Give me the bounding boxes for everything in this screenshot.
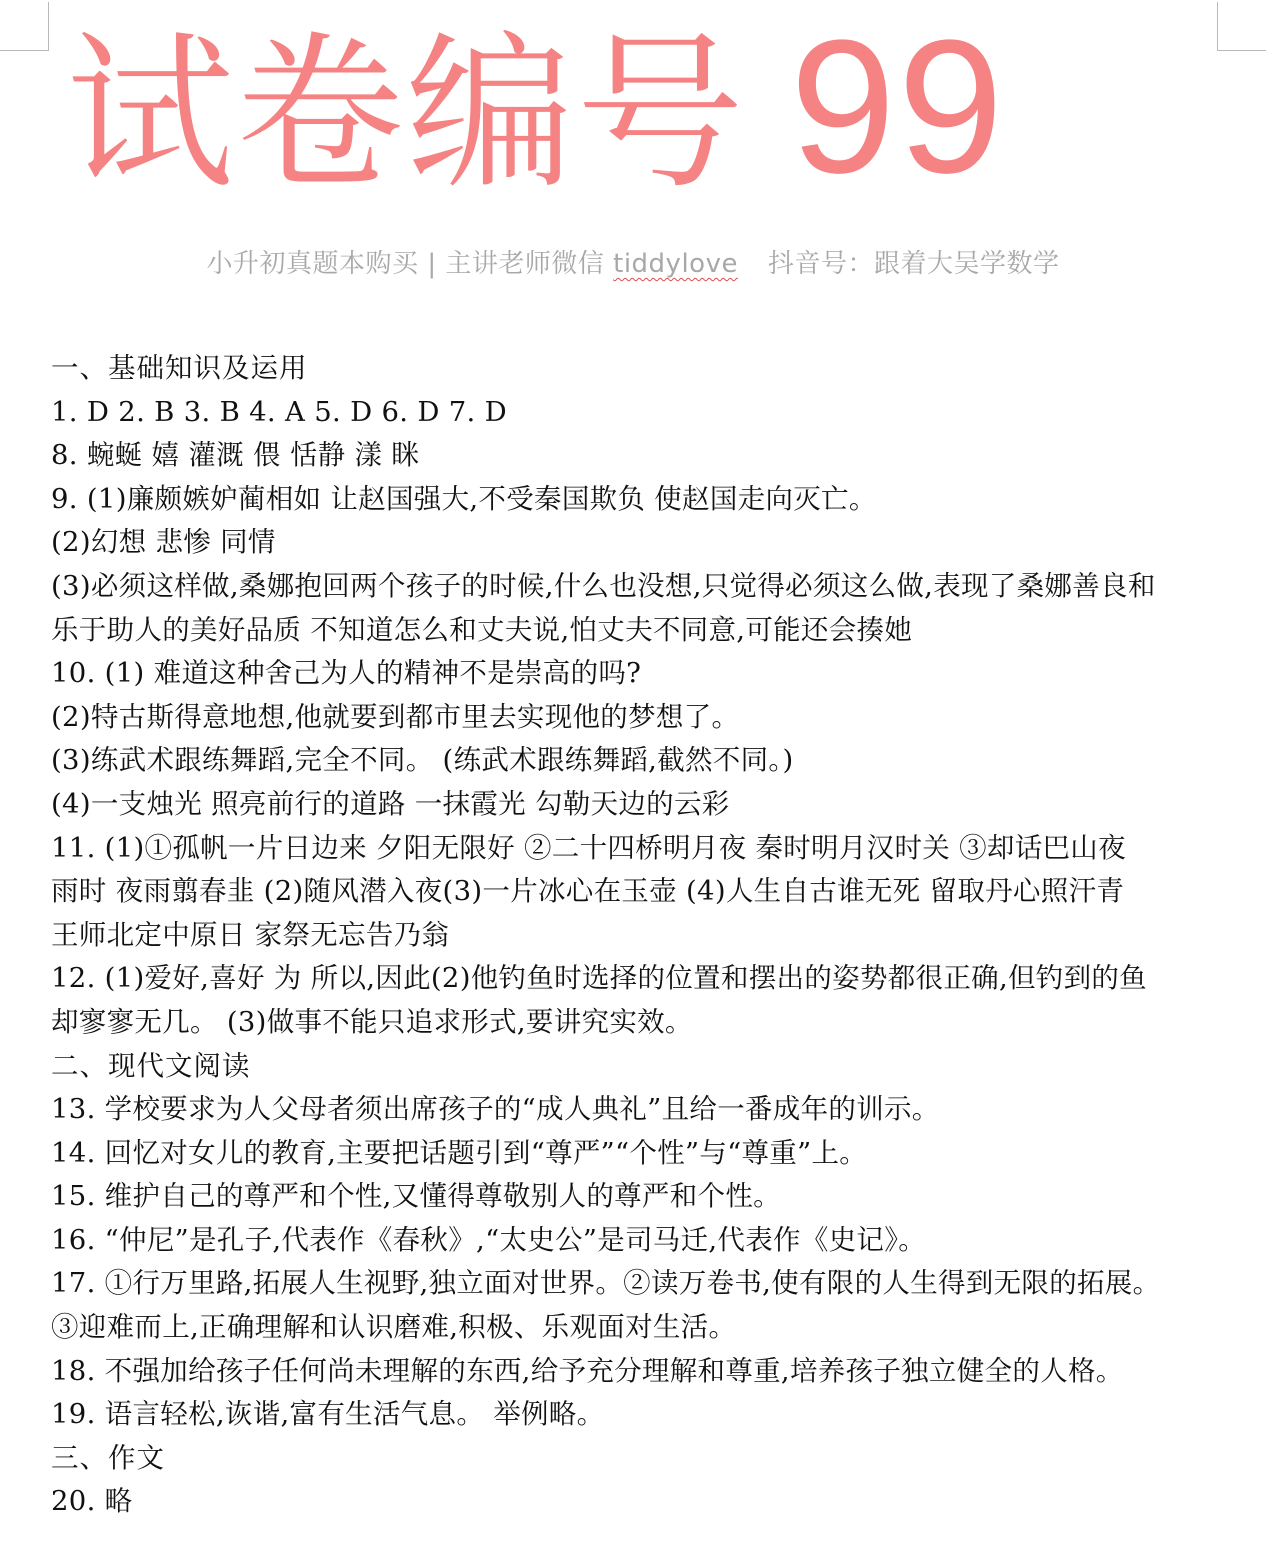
subheader bbox=[0, 243, 1266, 280]
answer-line: 13. 学校要求为人父母者须出席孩子的“成人典礼”且给一番成年的训示。 bbox=[51, 1093, 940, 1126]
answer-line: 12. (1)爱好,喜好 为 所以,因此(2)他钓鱼时选择的位置和摆出的姿势都很正确,但钓到的鱼 bbox=[51, 962, 1147, 995]
answer-line: 却寥寥无几。 (3)做事不能只追求形式,要讲究实效。 bbox=[51, 1005, 693, 1038]
answer-line: 18. 不强加给孩子任何尚未理解的东西,给予充分理解和尊重,培养孩子独立健全的人格。 bbox=[51, 1354, 1124, 1387]
answer-line: (2)特古斯得意地想,他就要到都市里去实现他的梦想了。 bbox=[51, 700, 740, 733]
answer-line: (3)必须这样做,桑娜抱回两个孩子的时候,什么也没想,只觉得必须这么做,表现了桑娜善良和 bbox=[51, 569, 1156, 602]
wechat-id: tiddylove bbox=[613, 249, 738, 279]
answer-line: (4)一支烛光 照亮前行的道路 一抹霞光 勾勒天边的云彩 bbox=[51, 787, 730, 820]
answer-line: 19. 语言轻松,诙谐,富有生活气息。 举例略。 bbox=[51, 1398, 605, 1431]
answer-line: 王师北定中原日 家祭无忘告乃翁 bbox=[51, 918, 450, 951]
answer-line: 雨时 夜雨翦春韭 (2)随风潜入夜(3)一片冰心在玉壶 (4)人生自古谁无死 留取丹心照汗青 bbox=[51, 875, 1125, 908]
answer-line: 15. 维护自己的尊严和个性,又懂得尊敬别人的尊严和个性。 bbox=[51, 1180, 781, 1213]
answer-line: 16. “仲尼”是孔子,代表作《春秋》,“太史公”是司马迁,代表作《史记》。 bbox=[51, 1223, 927, 1256]
section-heading-reading: 二、现代文阅读 bbox=[51, 1049, 251, 1082]
answer-line: 9. (1)廉颇嫉妒蔺相如 让赵国强大,不受秦国欺负 使赵国走向灭亡。 bbox=[51, 482, 877, 515]
answer-line: (2)幻想 悲惨 同情 bbox=[51, 526, 276, 559]
exam-number-title bbox=[66, 0, 1226, 215]
answer-line: 8. 蜿蜒 嬉 灌溉 偎 恬静 漾 眯 bbox=[51, 439, 420, 472]
section-heading-composition: 三、作文 bbox=[51, 1441, 165, 1474]
answer-line: 17. ①行万里路,拓展人生视野,独立面对世界。②读万卷书,使有限的人生得到无限的拓展。 bbox=[51, 1267, 1161, 1300]
section-heading-basic: 一、基础知识及运用 bbox=[51, 352, 308, 384]
answer-line: (3)练武术跟练舞蹈,完全不同。 (练武术跟练舞蹈,截然不同。) bbox=[51, 744, 794, 777]
separator: | bbox=[427, 249, 437, 279]
page-corner-mark-left bbox=[0, 2, 49, 51]
answer-line: 14. 回忆对女儿的教育,主要把话题引到“尊严”“个性”与“尊重”上。 bbox=[51, 1136, 868, 1169]
exam-title-text: 试卷编号 bbox=[66, 16, 746, 212]
answer-line: 10. (1) 难道这种舍己为人的精神不是崇高的吗? bbox=[51, 657, 642, 690]
answer-line: 乐于助人的美好品质 不知道怎么和丈夫说,怕丈夫不同意,可能还会揍她 bbox=[51, 613, 913, 646]
douyin-text: 抖音号：跟着大吴学数学 bbox=[767, 249, 1060, 279]
shop-text: 小升初真题本购买 bbox=[206, 249, 419, 279]
answer-list bbox=[51, 347, 1217, 1524]
teacher-prefix: 主讲老师微信 bbox=[445, 249, 605, 279]
exam-number: 99 bbox=[790, 1, 1006, 213]
answer-line: ③迎难而上,正确理解和认识磨难,积极、乐观面对生活。 bbox=[51, 1311, 737, 1344]
answer-line: 1. D 2. B 3. B 4. A 5. D 6. D 7. D bbox=[51, 395, 507, 428]
answer-line: 11. (1)①孤帆一片日边来 夕阳无限好 ②二十四桥明月夜 秦时明月汉时关 ③却话巴山夜 bbox=[51, 831, 1126, 864]
answer-line: 20. 略 bbox=[51, 1485, 133, 1518]
